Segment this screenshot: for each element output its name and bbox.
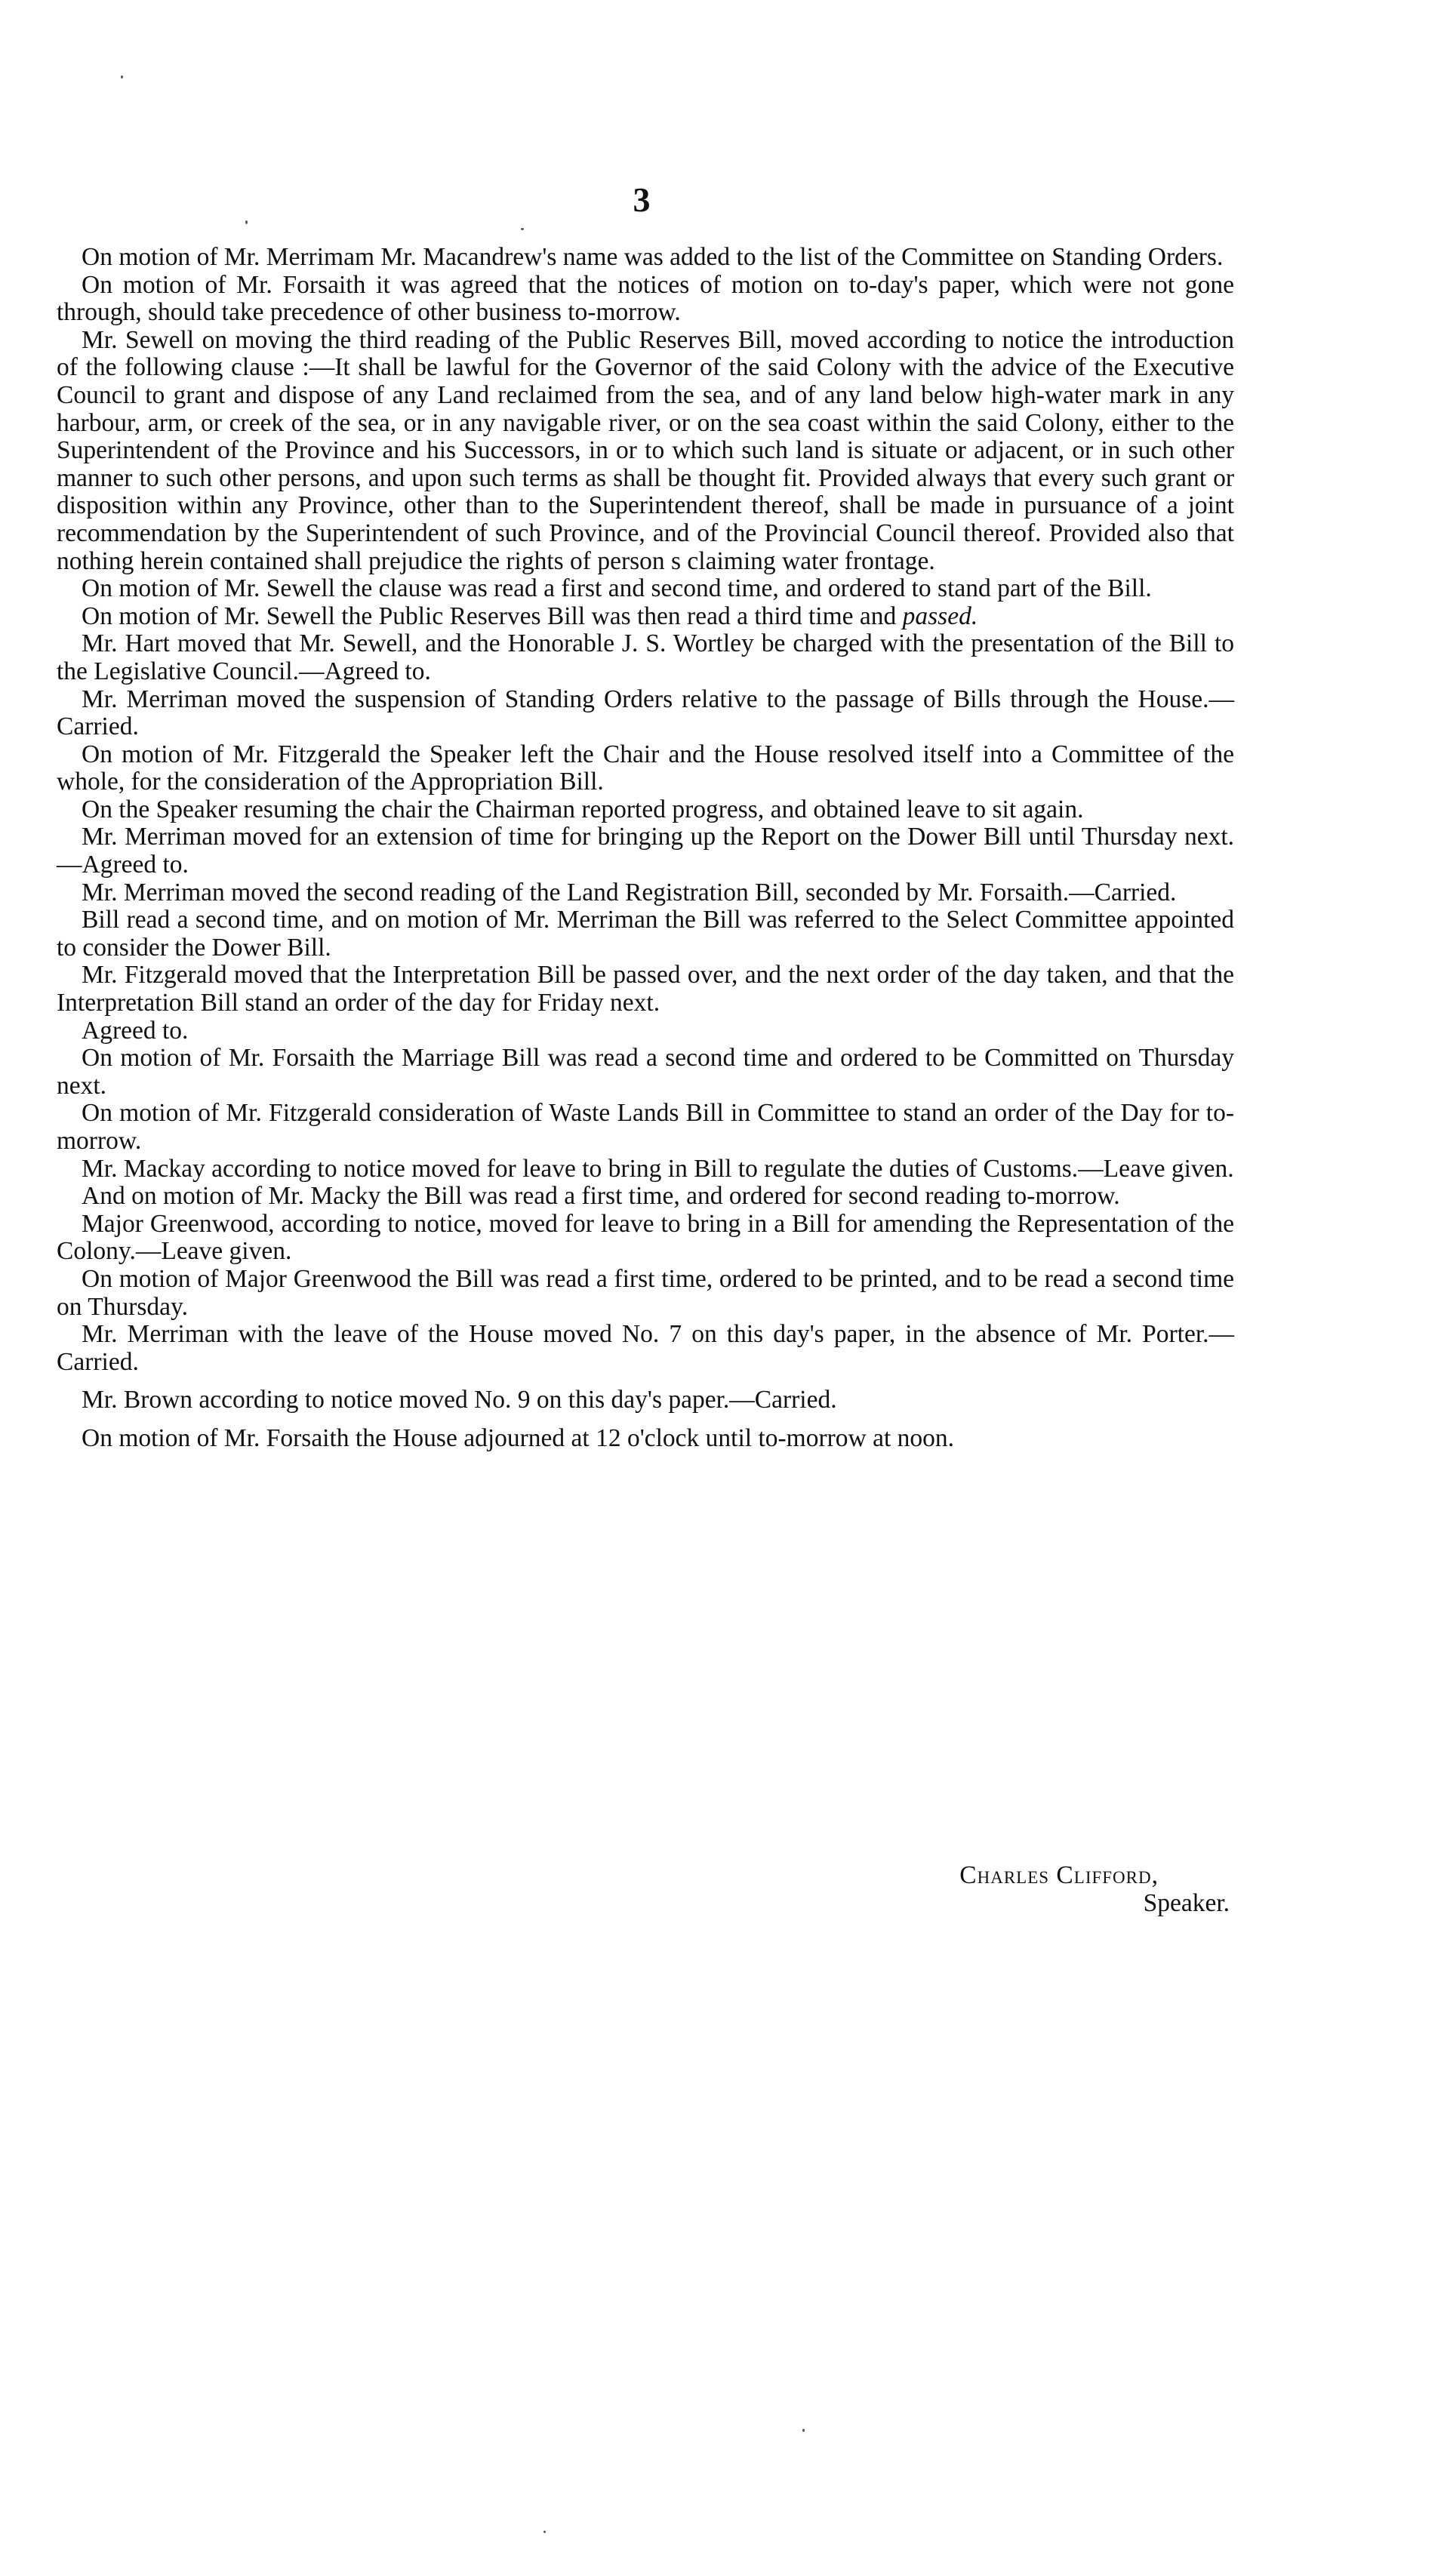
paragraph [57, 630, 1234, 685]
paragraph-text: On motion of Mr. Fitzgerald consideration of Waste Lands Bill in Committee to stand an order of the Day for to-morrow. [57, 1099, 1234, 1155]
paragraph-text: On the Speaker resuming the chair the Chairman reported progress, and obtained leave to sit again. [82, 795, 1084, 823]
paragraph-text: Mr. Merriman moved the second reading of the Land Registration Bill, seconded by Mr. Forsaith.—Carried. [82, 878, 1177, 906]
paragraph [57, 1156, 1234, 1183]
paragraph [57, 879, 1234, 907]
paragraph [57, 1386, 1234, 1414]
paragraph-text: Mr. Mackay according to notice moved for leave to bring in Bill to regulate the duties of Customs.—Leave given. [82, 1154, 1234, 1183]
paragraph [57, 1017, 1234, 1045]
paragraph [57, 906, 1234, 962]
scan-speck [802, 2429, 805, 2432]
paragraph [57, 823, 1234, 879]
paragraph-text: Mr. Merriman with the leave of the House moved No. 7 on this day's paper, in the absence of Mr. Porter.—Carried. [57, 1320, 1234, 1376]
paragraph-text: On motion of Mr. Merrimam Mr. Macandrew's name was added to the list of the Committee on Standing Orders. [82, 243, 1224, 271]
paragraph-text: Mr. Sewell on moving the third reading of the Public Reserves Bill, moved according to notice the introduction of the following clause :—It shall be lawful for the Governor of the said Colony with the advice of the Executive Council to grant and dispose of any Land reclaimed from the sea, and of any land below high-water mark in any harbour, arm, or creek of the sea, or in any navigable river, or on the sea coast within the said Colony, either to the Superintendent of the Province and his Successors, in or to which such land is situate or adjacent, or in such other manner to such other persons, and upon such terms as shall be thought fit. Provided always that every such grant or disposition within any Province, other than to the Superintendent thereof, shall be made in pursuance of a joint recommendation by the Superintendent of such Province, and of the Provincial Council thereof. Provided also that nothing herein contained shall prejudice the rights of person s claiming water frontage. [57, 325, 1234, 575]
paragraph [57, 686, 1234, 741]
paragraph [57, 575, 1234, 603]
paragraph-text: On motion of Major Greenwood the Bill was read a first time, ordered to be printed, and to be read a second time on Thursday. [57, 1264, 1234, 1321]
paragraph-text: On motion of Mr. Forsaith it was agreed that the notices of motion on to-day's paper, which were not gone through, should take precedence of other business to-morrow. [57, 270, 1234, 327]
page-number: 3 [633, 180, 651, 219]
signatory-name: Charles Clifford, [959, 1861, 1159, 1889]
paragraph [57, 244, 1234, 272]
paragraph-text: And on motion of Mr. Macky the Bill was read a first time, and ordered for second reading to-morrow. [82, 1182, 1120, 1211]
paragraph [57, 962, 1234, 1017]
paragraph [57, 741, 1234, 796]
paragraph-italic-text: passed. [902, 602, 978, 630]
paragraph [57, 1321, 1234, 1376]
scan-speck [543, 2531, 546, 2533]
paragraph [57, 1425, 1234, 1453]
paragraph-text: Mr. Fitzgerald moved that the Interpretation Bill be passed over, and the next order of the day taken, and that the Interpretation Bill stand an order of the day for Friday next. [57, 961, 1234, 1017]
paragraph [57, 1211, 1234, 1266]
scan-speck [121, 75, 123, 78]
paragraph [57, 796, 1234, 824]
paragraph-text: Mr. Merriman moved the suspension of Standing Orders relative to the passage of Bills through the House.—Carried. [57, 685, 1234, 741]
scan-speck [245, 220, 248, 224]
paragraph [57, 1183, 1234, 1211]
paragraph [57, 1266, 1234, 1321]
paragraph-text: Mr. Hart moved that Mr. Sewell, and the Honorable J. S. Wortley be charged with the presentation of the Bill to the Legislative Council.—Agreed to. [57, 629, 1234, 685]
paragraph-text: On motion of Mr. Forsaith the Marriage Bill was read a second time and ordered to be Committed on Thursday next. [57, 1044, 1234, 1100]
paragraph-text: Mr. Merriman moved for an extension of time for bringing up the Report on the Dower Bill until Thursday next.—Agreed to. [57, 823, 1234, 879]
signatory-title: Speaker. [1143, 1888, 1230, 1917]
paragraph-text: On motion of Mr. Sewell the clause was read a first and second time, and ordered to stand part of the Bill. [82, 574, 1152, 603]
paragraph-text: On motion of Mr. Fitzgerald the Speaker left the Chair and the House resolved itself into a Committee of the whole, for the consideration of the Appropriation Bill. [57, 740, 1234, 796]
paragraph-text: Mr. Brown according to notice moved No. 9 on this day's paper.—Carried. [82, 1386, 837, 1414]
signature-block [959, 1862, 1230, 1917]
paragraph [57, 272, 1234, 327]
paragraph [57, 603, 1234, 631]
paragraph [57, 1045, 1234, 1100]
paragraph-text: Major Greenwood, according to notice, moved for leave to bring in a Bill for amending the Representation of the Colony.—Leave given. [57, 1209, 1234, 1266]
paragraph-text: Bill read a second time, and on motion of Mr. Merriman the Bill was referred to the Select Committee appointed to consider the Dower Bill. [57, 906, 1234, 962]
scan-speck [521, 228, 524, 230]
paragraph-text: On motion of Mr. Sewell the Public Reserves Bill was then read a third time and [82, 602, 903, 630]
paragraph [57, 1100, 1234, 1155]
paragraph-text: On motion of Mr. Forsaith the House adjourned at 12 o'clock until to-morrow at noon. [82, 1423, 955, 1452]
minutes-body [57, 244, 1234, 1453]
paragraph-text: Agreed to. [82, 1016, 189, 1045]
paragraph [57, 327, 1234, 575]
